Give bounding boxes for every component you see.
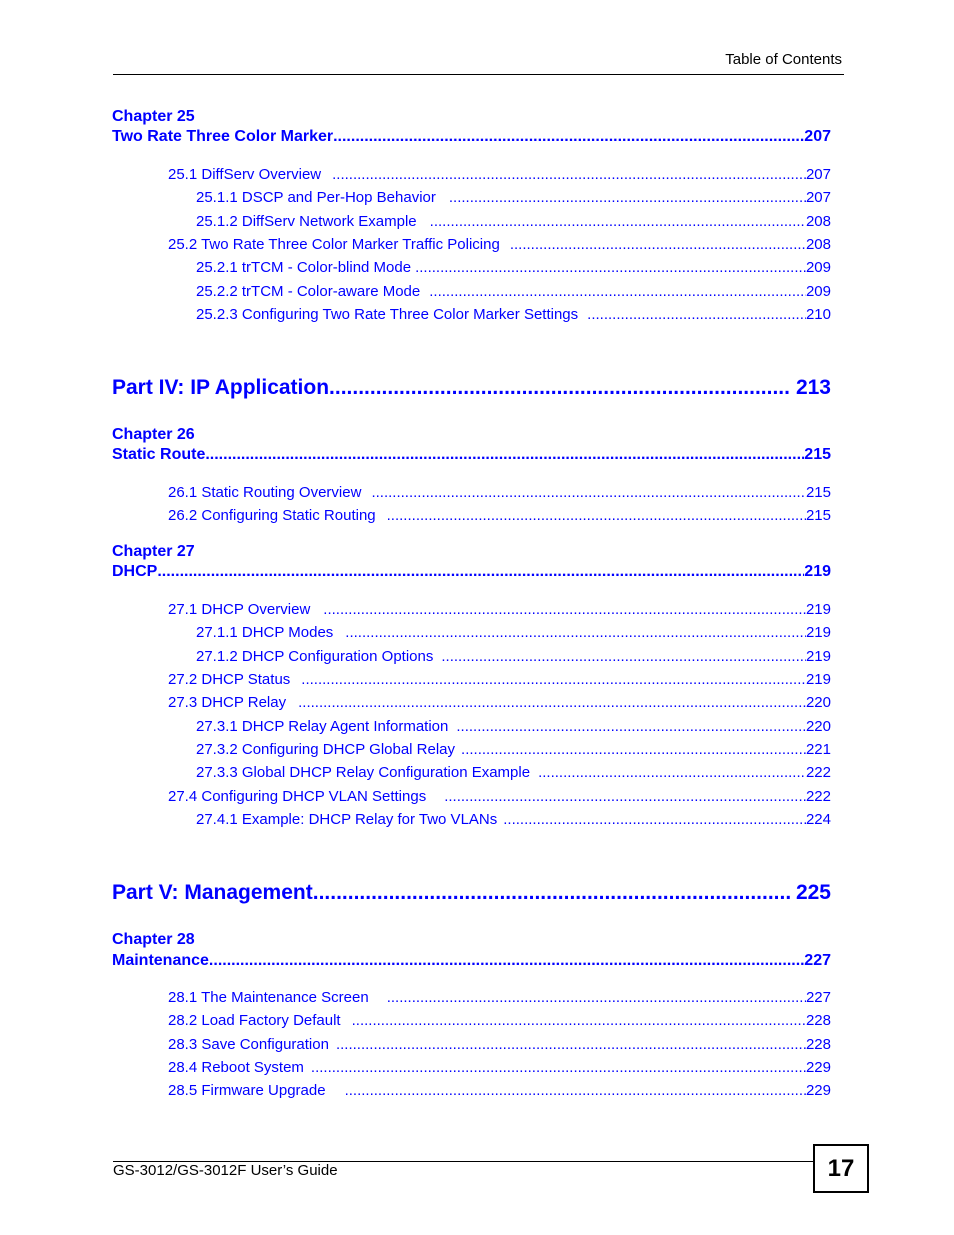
toc-entry-label: 28.1 The Maintenance Screen <box>168 989 369 1006</box>
toc-page-number: 229 <box>805 1082 831 1099</box>
toc-entry-label: 25.1.2 DiffServ Network Example <box>196 213 417 230</box>
dot-leader <box>587 306 806 323</box>
toc-page-number: 207 <box>804 128 831 145</box>
toc-page-number: 219 <box>804 563 831 580</box>
toc-page-number: 228 <box>805 1036 831 1053</box>
dot-leader <box>345 1082 806 1099</box>
toc-entry-label: 25.2 Two Rate Three Color Marker Traffic Policing <box>168 236 500 253</box>
footer-guide-title: GS-3012/GS-3012F User’s Guide <box>113 1162 338 1179</box>
dot-leader <box>371 484 806 501</box>
toc-entry[interactable] <box>168 236 831 253</box>
toc-entry[interactable] <box>196 624 831 641</box>
dot-leader <box>449 189 806 206</box>
dot-leader <box>301 671 806 688</box>
dot-leader <box>345 624 806 641</box>
toc-entry[interactable] <box>196 283 831 300</box>
toc-entry-label: Part IV: IP Application <box>112 376 330 399</box>
dot-leader <box>538 764 806 781</box>
toc-entry[interactable] <box>196 811 831 828</box>
dot-leader <box>205 446 804 464</box>
toc-entry[interactable] <box>168 788 831 805</box>
toc-entry-label: 27.3.2 Configuring DHCP Global Relay <box>196 741 456 758</box>
dot-leader <box>329 376 790 400</box>
page-number-box: 17 <box>813 1144 869 1193</box>
dot-leader <box>336 1036 806 1053</box>
toc-entry-label: 27.2 DHCP Status <box>168 671 291 688</box>
toc-entry-label: 27.1.1 DHCP Modes <box>196 624 334 641</box>
dot-leader <box>298 694 806 711</box>
toc-entry[interactable] <box>168 1082 831 1099</box>
toc-entry-label: 28.4 Reboot System <box>168 1059 304 1076</box>
header-title: Table of Contents <box>725 51 842 68</box>
toc-chapter-entry[interactable] <box>112 563 831 581</box>
dot-leader <box>430 213 806 230</box>
toc-entry[interactable] <box>168 484 831 501</box>
dot-leader <box>387 507 806 524</box>
toc-page-number: 222 <box>805 788 831 805</box>
toc-page-number: 209 <box>805 283 831 300</box>
toc-entry-label: Maintenance <box>112 952 209 969</box>
dot-leader <box>387 989 806 1006</box>
dot-leader <box>415 259 806 276</box>
toc-entry-label: 27.4.1 Example: DHCP Relay for Two VLANs <box>196 811 498 828</box>
chapter-label: Chapter 26 <box>112 426 195 443</box>
toc-entry[interactable] <box>168 166 831 183</box>
toc-entry-label: 28.3 Save Configuration <box>168 1036 329 1053</box>
toc-entry-label: 26.1 Static Routing Overview <box>168 484 362 501</box>
toc-entry-label: Part V: Management <box>112 881 313 904</box>
toc-entry[interactable] <box>168 1036 831 1053</box>
toc-entry[interactable] <box>196 648 831 665</box>
dot-leader <box>444 788 806 805</box>
toc-entry[interactable] <box>168 989 831 1006</box>
toc-entry-label: Two Rate Three Color Marker <box>112 128 334 145</box>
toc-page-number: 219 <box>805 624 831 641</box>
toc-part-entry[interactable] <box>112 376 831 400</box>
toc-page-number: 209 <box>805 259 831 276</box>
toc-page-number: 227 <box>805 989 831 1006</box>
dot-leader <box>461 741 806 758</box>
toc-page-number: 229 <box>805 1059 831 1076</box>
toc-page-number: 210 <box>805 306 831 323</box>
toc-entry-label: 25.1 DiffServ Overview <box>168 166 322 183</box>
dot-leader <box>510 236 806 253</box>
dot-leader <box>157 563 804 581</box>
toc-page-number: 224 <box>805 811 831 828</box>
dot-leader <box>311 1059 806 1076</box>
dot-leader <box>429 283 806 300</box>
toc-page-number: 222 <box>805 764 831 781</box>
toc-entry-label: 25.2.3 Configuring Two Rate Three Color Marker Settings <box>196 306 579 323</box>
toc-entry-label: 27.3.1 DHCP Relay Agent Information <box>196 718 449 735</box>
toc-chapter-entry[interactable] <box>112 128 831 146</box>
toc-entry[interactable] <box>196 213 831 230</box>
toc-page-number: 221 <box>805 741 831 758</box>
toc-page-number: 215 <box>805 484 831 501</box>
toc-entry-label: 25.1.1 DSCP and Per-Hop Behavior <box>196 189 436 206</box>
toc-page-number: 208 <box>805 236 831 253</box>
toc-entry-label: 27.4 Configuring DHCP VLAN Settings <box>168 788 427 805</box>
dot-leader <box>333 128 804 146</box>
toc-entry-label: Static Route <box>112 446 206 463</box>
dot-leader <box>313 881 790 905</box>
toc-page-number: 219 <box>805 671 831 688</box>
toc-entry-label: 27.1 DHCP Overview <box>168 601 311 618</box>
toc-page-number: 227 <box>804 952 831 969</box>
toc-entry-label: 25.2.2 trTCM - Color-aware Mode <box>196 283 421 300</box>
toc-entry[interactable] <box>168 1012 831 1029</box>
toc-page-number: 228 <box>805 1012 831 1029</box>
toc-entry[interactable] <box>168 694 831 711</box>
toc-page-number: 225 <box>795 881 831 904</box>
dot-leader <box>503 811 806 828</box>
toc-entry-label: 28.2 Load Factory Default <box>168 1012 341 1029</box>
toc-entry-label: 26.2 Configuring Static Routing <box>168 507 376 524</box>
dot-leader <box>352 1012 806 1029</box>
toc-page-number: 213 <box>795 376 831 399</box>
toc-page-number: 208 <box>805 213 831 230</box>
chapter-label: Chapter 25 <box>112 108 195 125</box>
toc-entry[interactable] <box>196 741 831 758</box>
toc-page-number: 215 <box>805 507 831 524</box>
toc-entry[interactable] <box>196 306 831 323</box>
toc-page-number: 220 <box>805 694 831 711</box>
dot-leader <box>332 166 806 183</box>
toc-page-number: 207 <box>805 189 831 206</box>
toc-entry[interactable] <box>196 718 831 735</box>
toc-chapter-entry[interactable] <box>112 446 831 464</box>
chapter-label: Chapter 27 <box>112 543 195 560</box>
dot-leader <box>441 648 806 665</box>
toc-entry-label: 27.3.3 Global DHCP Relay Configuration Example <box>196 764 531 781</box>
toc-page-number: 219 <box>805 648 831 665</box>
toc-chapter-entry[interactable] <box>112 952 831 970</box>
chapter-label: Chapter 28 <box>112 931 195 948</box>
toc-entry[interactable] <box>168 671 831 688</box>
toc-entry[interactable] <box>168 507 831 524</box>
toc-entry-label: DHCP <box>112 563 158 580</box>
toc-part-entry[interactable] <box>112 881 831 905</box>
toc-entry[interactable] <box>196 764 831 781</box>
toc-entry[interactable] <box>196 259 831 276</box>
toc-entry-label: 28.5 Firmware Upgrade <box>168 1082 326 1099</box>
toc-entry[interactable] <box>168 1059 831 1076</box>
toc-entry[interactable] <box>168 601 831 618</box>
toc-entry-label: 27.1.2 DHCP Configuration Options <box>196 648 434 665</box>
toc-page-number: 215 <box>804 446 831 463</box>
toc-entry-label: 27.3 DHCP Relay <box>168 694 287 711</box>
dot-leader <box>209 952 804 970</box>
toc-page-number: 219 <box>805 601 831 618</box>
dot-leader <box>323 601 806 618</box>
toc-entry[interactable] <box>196 189 831 206</box>
toc-page-number: 220 <box>805 718 831 735</box>
toc-entry-label: 25.2.1 trTCM - Color-blind Mode <box>196 259 412 276</box>
dot-leader <box>456 718 806 735</box>
toc-page-number: 207 <box>805 166 831 183</box>
